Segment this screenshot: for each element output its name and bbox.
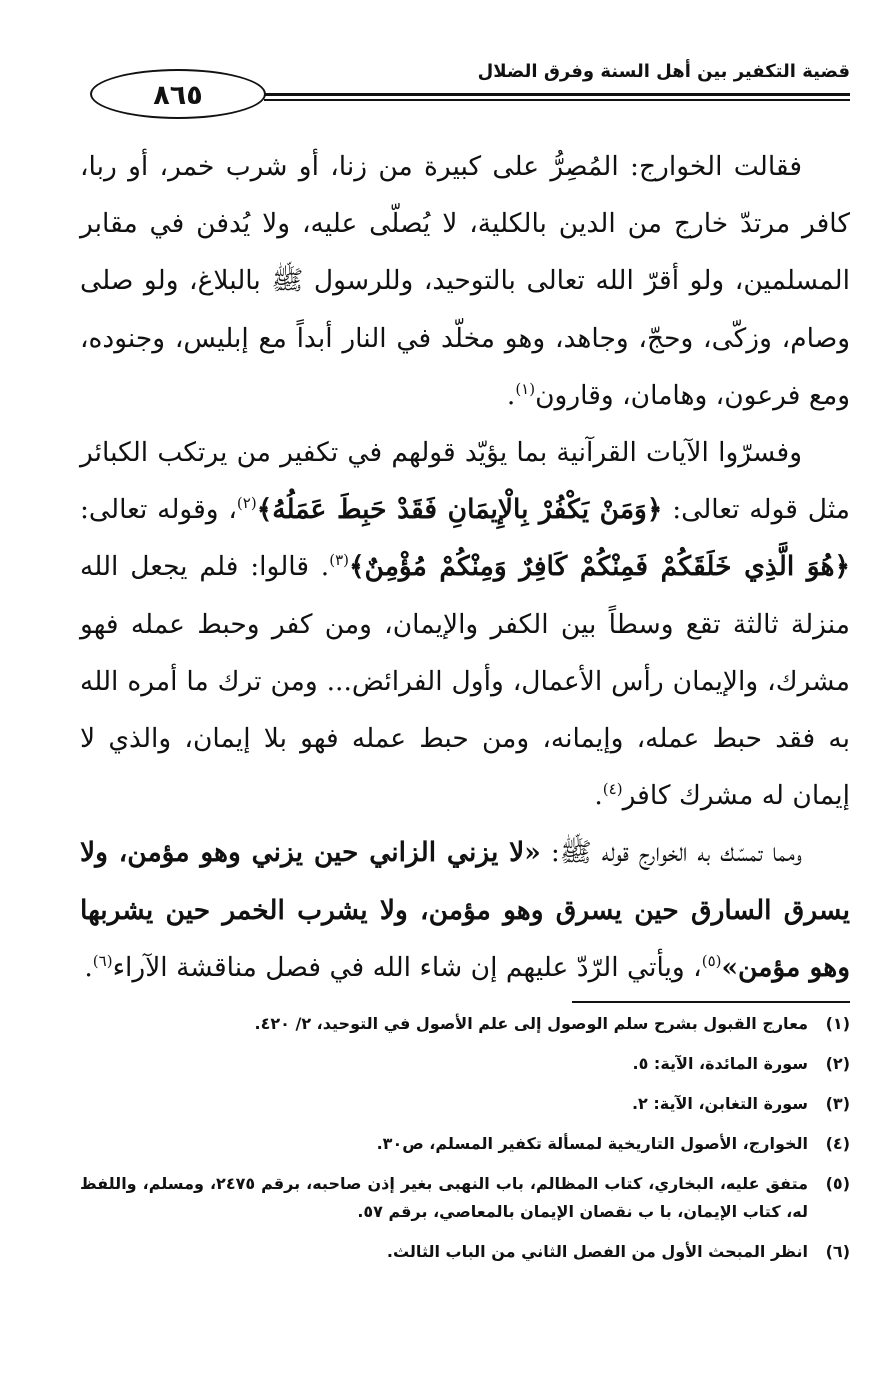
footnotes xyxy=(80,1010,850,1266)
footnote-5 xyxy=(80,1170,850,1226)
paragraph-2-intro: وفسرّوا الآيات القرآنية بما يؤيّد قولهم في تكفير من يرتكب الكبائر مثل قوله تعالى: xyxy=(80,437,851,526)
footnote-text: متفق عليه، البخاري، كتاب المظالم، باب النهبى بغير إذن صاحبه، برقم ٢٤٧٥، ومسلم، واللفظ له، كتاب الإيمان، با ب نقصان الإيمان بالمعاصي، برقم ٥٧. xyxy=(80,1174,809,1221)
paragraph-2-mid: ، وقوله تعالى: xyxy=(80,494,237,526)
footnote-4 xyxy=(80,1130,850,1158)
footnote-separator xyxy=(572,1001,850,1003)
paragraph-2-text: . قالوا: فلم يجعل الله منزلة ثالثة تقع وسطاً بين الكفر والإيمان، ومن كفر وحبط عمله فهو مشرك، والإيمان رأس الأعمال، وأول الفرائض... ومن ترك ما أمره الله به فقد حبط عمله، وإيمانه، ومن حبط عمله فهو بلا إيمان، والذي لا إيمان له مشرك كافر xyxy=(80,551,850,812)
footnote-ref-6: (٦) xyxy=(92,952,113,971)
footnote-text: معارج القبول بشرح سلم الوصول إلى علم الأصول في التوحيد، ٢/ ٤٢٠. xyxy=(254,1014,808,1033)
paragraph-3-intro: ومما تمسّك به الخوارج قوله ﷺ: xyxy=(540,837,802,869)
footnote-1 xyxy=(80,1010,850,1038)
footnote-text: انظر المبحث الأول من الفصل الثاني من الباب الثالث. xyxy=(386,1242,808,1261)
main-text xyxy=(80,138,850,996)
header-rule-thin xyxy=(264,99,850,101)
running-title: قضية التكفير بين أهل السنة وفرق الضلال xyxy=(477,61,850,82)
footnote-ref-5: (٥) xyxy=(701,952,722,971)
paragraph-1 xyxy=(80,138,850,424)
footnote-text: سورة التغابن، الآية: ٢. xyxy=(631,1094,808,1113)
footnote-number: (٤) xyxy=(825,1134,850,1153)
paragraph-3 xyxy=(80,824,850,996)
paragraph-1-end: . xyxy=(506,379,516,411)
footnote-3 xyxy=(80,1090,850,1118)
paragraph-2-end: . xyxy=(594,780,603,812)
quran-verse-2: ﴿هُوَ الَّذِي خَلَقَكُمْ فَمِنْكُمْ كَافِرٌ وَمِنْكُمْ مُؤْمِنٌ﴾ xyxy=(349,551,850,583)
header-rule xyxy=(264,93,850,96)
page-header xyxy=(84,55,850,127)
footnote-ref-1: (١) xyxy=(515,379,536,398)
page-number: ٨٦٥ xyxy=(90,69,266,119)
paragraph-2 xyxy=(80,424,850,824)
paragraph-1-text: فقالت الخوارج: المُصِرُّ على كبيرة من زنا، أو شرب خمر، أو ربا، كافر مرتدّ خارج من الدين بالكلية، لا يُصلّى عليه، ولا يُدفن في مقابر المسلمين، ولو أقرّ الله تعالى بالتوحيد، وللرسول ﷺ بالبلاغ، ولو صلى وصام، وزكّى، وحجّ، وجاهد، وهو مخلّد في النار أبداً مع إبليس، وجنوده، ومع فرعون، وهامان، وقارون xyxy=(80,151,850,411)
footnote-number: (٢) xyxy=(825,1054,850,1073)
footnote-number: (٣) xyxy=(825,1094,850,1113)
footnote-ref-3: (٣) xyxy=(329,551,350,570)
footnote-2 xyxy=(80,1050,850,1078)
footnote-number: (١) xyxy=(825,1014,850,1033)
footnote-6 xyxy=(80,1238,850,1266)
footnote-ref-4: (٤) xyxy=(602,780,623,799)
hadith-quote: «لا يزني الزاني حين يزني وهو مؤمن، ولا يسرق السارق حين يسرق وهو مؤمن، ولا يشرب الخمر حين يشربها وهو مؤمن» xyxy=(80,837,850,983)
footnote-text: سورة المائدة، الآية: ٥. xyxy=(632,1054,808,1073)
footnote-number: (٦) xyxy=(825,1242,850,1261)
quran-verse-1: ﴿وَمَنْ يَكْفُرْ بِالْإِيمَانِ فَقَدْ حَبِطَ عَمَلُهُ﴾ xyxy=(256,494,663,526)
footnote-text: الخوارج، الأصول التاريخية لمسألة تكفير المسلم، ص٣٠. xyxy=(376,1134,808,1153)
footnote-ref-2: (٢) xyxy=(236,494,257,513)
footnote-number: (٥) xyxy=(825,1174,850,1193)
paragraph-3-text: ، ويأتي الرّدّ عليهم إن شاء الله في فصل مناقشة الآراء xyxy=(112,951,702,983)
paragraph-3-end: . xyxy=(84,951,93,983)
